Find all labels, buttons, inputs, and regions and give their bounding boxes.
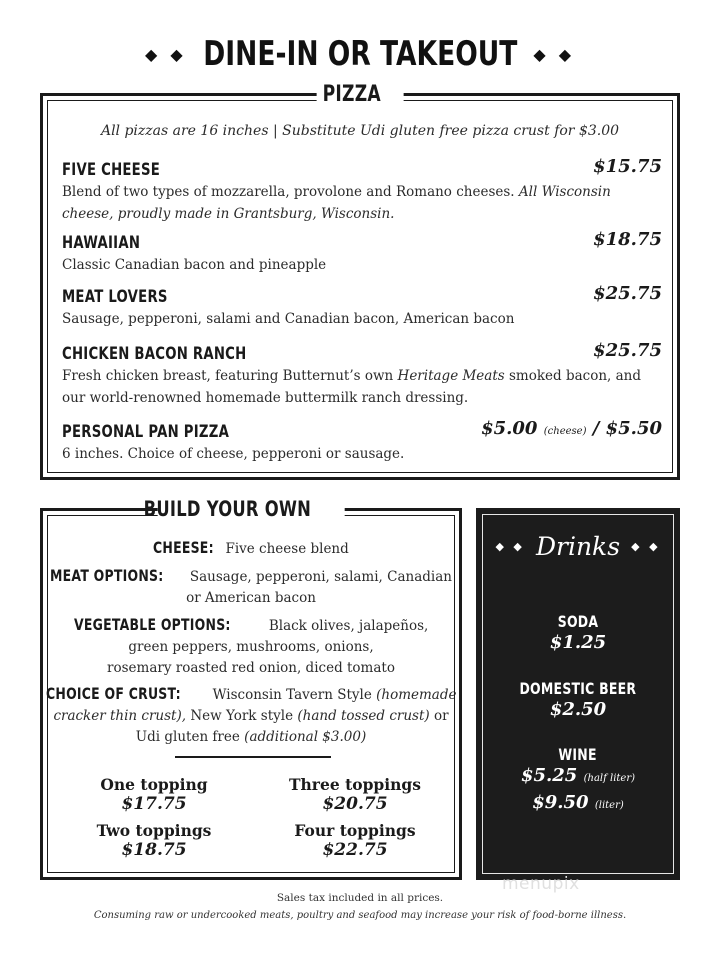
diamond-ornament-right: ◆ ◆ [533, 44, 576, 64]
meat-options: MEAT OPTIONS: Sausage, pepperoni, salami, Canadian or American bacon [50, 566, 452, 606]
pizza-subtitle: All pizzas are 16 inches | Substitute Udi gluten free pizza crust for $3.00 [100, 123, 620, 139]
topping-price-one: One topping $17.75 [100, 775, 208, 814]
item-name: MEAT LOVERS [62, 287, 168, 307]
menu-item-personal-pan-pizza [62, 418, 662, 465]
pizza-heading: PIZZA [317, 82, 404, 107]
menu-item-chicken-bacon-ranch [62, 340, 662, 409]
menu-item-hawaiian [62, 229, 662, 276]
diamond-ornament-right: ◆ ◆ [631, 540, 661, 553]
crust-options: CHOICE OF CRUST: Wisconsin Tavern Style (homemade cracker thin crust), New York style (hand tossed crust) or Udi gluten free (additional $3.00) [45, 684, 457, 745]
item-description: 6 inches. Choice of cheese, pepperoni or sausage. [62, 446, 405, 462]
vegetable-options: VEGETABLE OPTIONS: Black olives, jalapeños, green peppers, mushrooms, onions, rosemary roasted red onion, diced tomato [73, 615, 429, 676]
item-name: CHICKEN BACON RANCH [62, 344, 247, 364]
topping-price-two: Two toppings $18.75 [96, 821, 212, 860]
item-price: $5.00 (cheese) / $5.50 [481, 418, 662, 439]
topping-price-four: Four toppings $22.75 [294, 821, 416, 860]
drink-domestic-beer: DOMESTIC BEER $2.50 [519, 679, 637, 720]
page-title: DINE-IN OR TAKEOUT [202, 34, 518, 74]
drinks-heading: ◆ ◆ Drinks ◆ ◆ [495, 532, 661, 561]
food-safety-disclaimer: Consuming raw or undercooked meats, poultry and seafood may increase your risk of food-borne illness. [93, 910, 627, 921]
build-your-own-section [40, 497, 462, 880]
item-price: $15.75 [593, 156, 662, 177]
topping-price-three: Three toppings $20.75 [289, 775, 421, 814]
item-price: $18.75 [593, 229, 662, 250]
item-name: HAWAIIAN [62, 233, 141, 253]
cheese-option: CHEESE: Five cheese blend [153, 538, 349, 557]
diamond-ornament-left: ◆ ◆ [144, 44, 187, 64]
pizza-section [40, 82, 680, 480]
menu-item-five-cheese [62, 156, 662, 225]
diamond-ornament-left: ◆ ◆ [495, 540, 525, 553]
item-description: Fresh chicken breast, featuring Butternut’s own Heritage Meats smoked bacon, and our world-renowned homemade buttermilk ranch dressing. [62, 368, 642, 406]
menu-item-meat-lovers [62, 283, 662, 330]
divider [175, 756, 331, 758]
menu-title [0, 34, 720, 74]
build-your-own-heading: BUILD YOUR OWN [158, 497, 345, 521]
item-name: FIVE CHEESE [62, 160, 161, 180]
item-price: $25.75 [593, 283, 662, 304]
watermark: menupix [502, 874, 580, 894]
item-price: $25.75 [593, 340, 662, 361]
drink-soda: SODA $1.25 [549, 612, 607, 653]
tax-note: Sales tax included in all prices. [276, 892, 444, 904]
item-name: PERSONAL PAN PIZZA [62, 422, 230, 442]
item-description: Classic Canadian bacon and pineapple [62, 257, 327, 273]
drink-wine: WINE $5.25 (half liter) $9.50 (liter) [520, 745, 636, 813]
item-description: Sausage, pepperoni, salami and Canadian bacon, American bacon [62, 311, 515, 327]
drinks-section [476, 508, 680, 880]
item-description: Blend of two types of mozzarella, provolone and Romano cheeses. All Wisconsin cheese, proudly made in Grantsburg, Wisconsin. [62, 184, 611, 222]
